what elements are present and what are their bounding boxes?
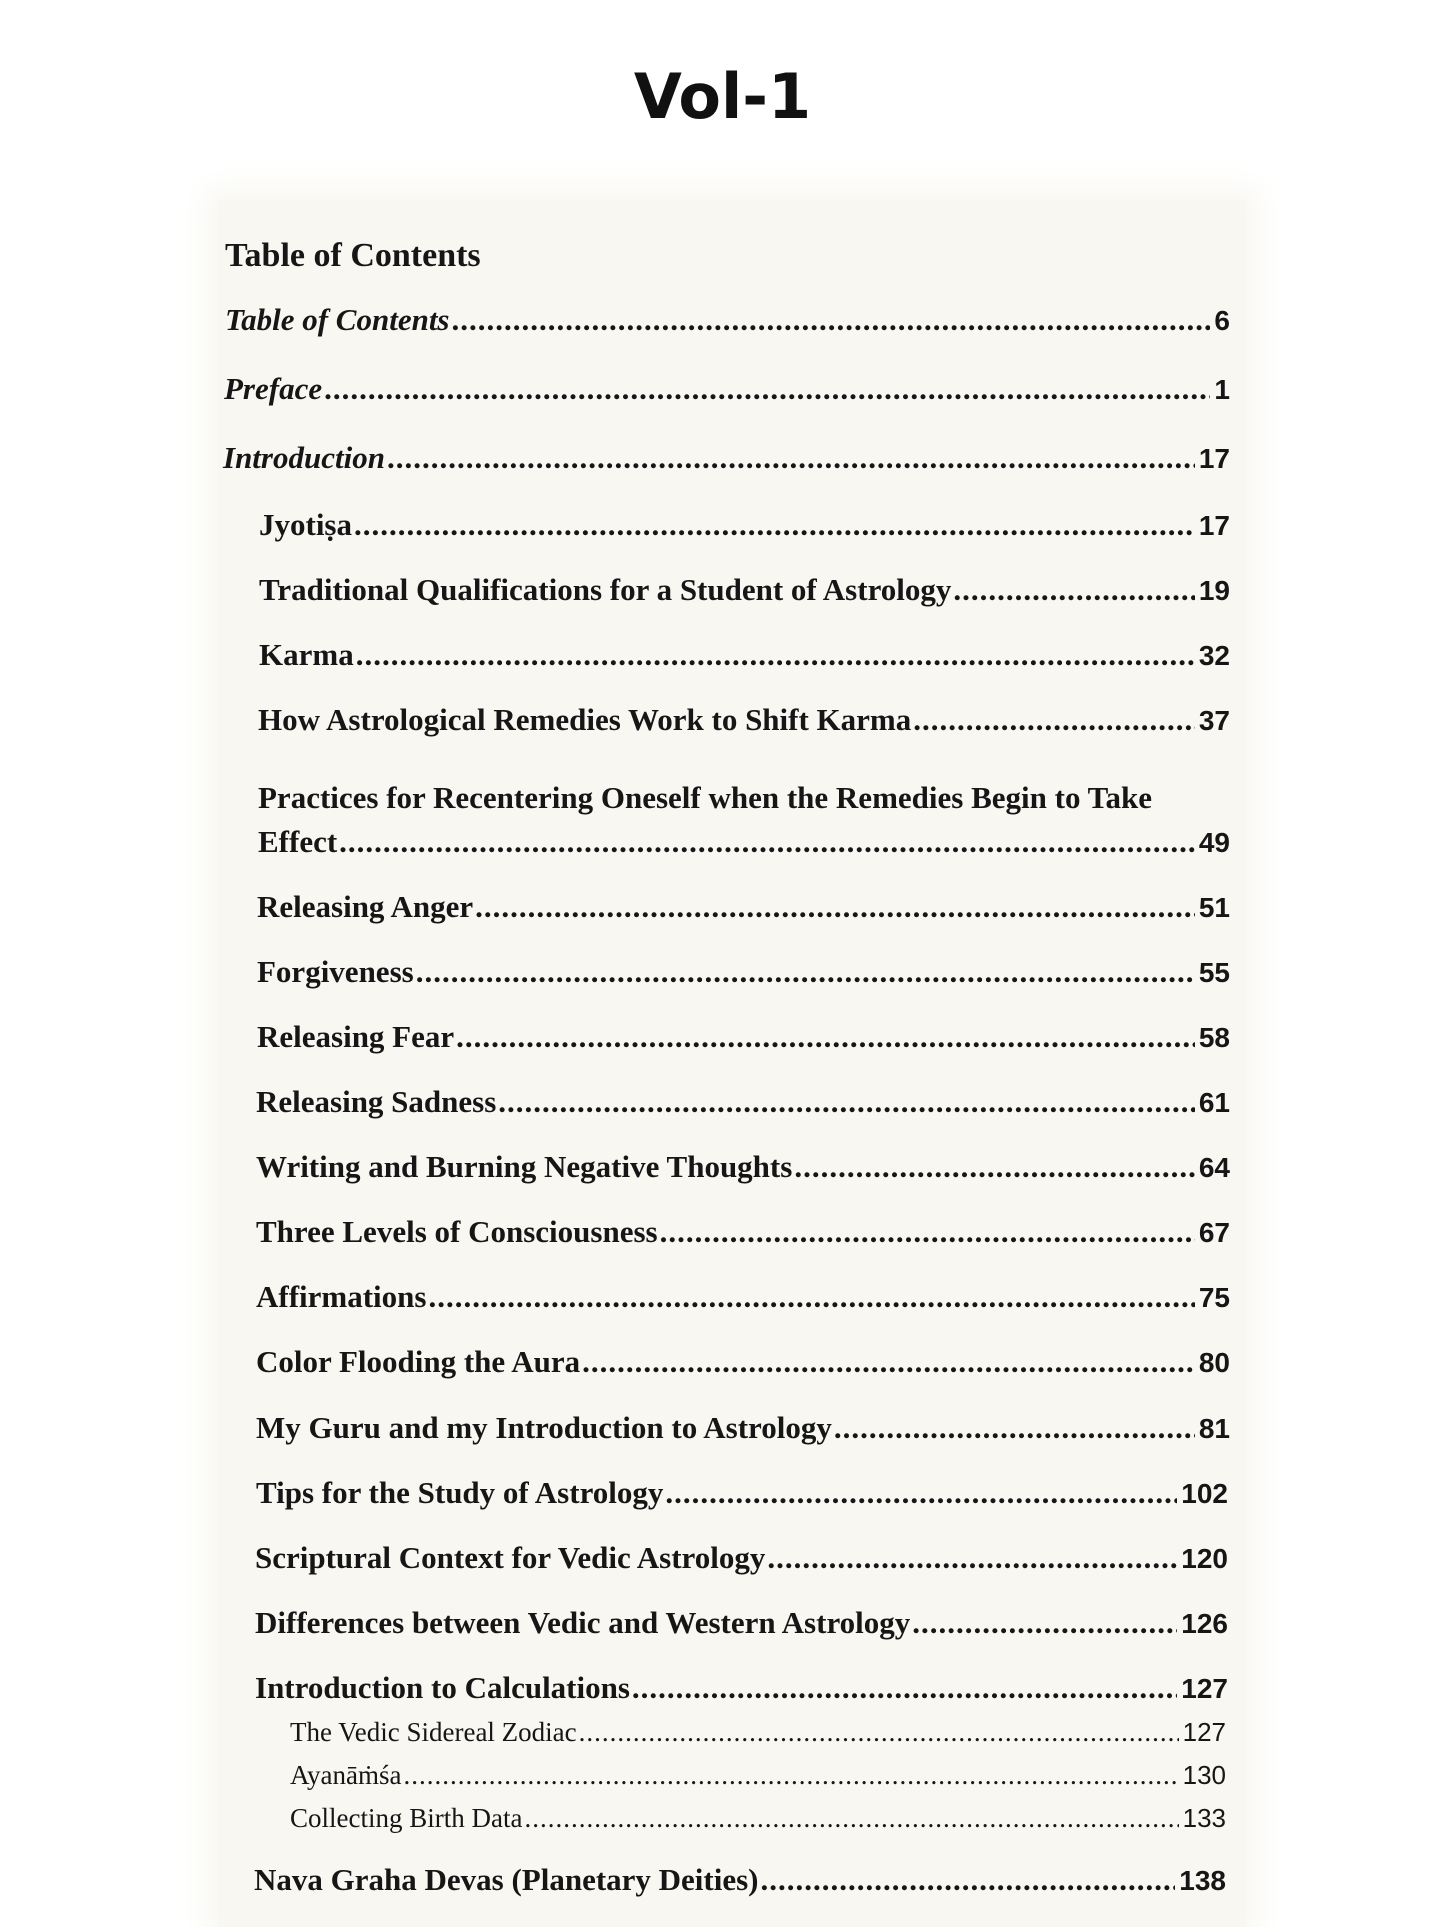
dot-leader (498, 1084, 1195, 1120)
toc-entry-title: Introduction to Calculations (255, 1670, 630, 1705)
toc-entry-title: Jyotiṣa (259, 507, 352, 542)
toc-entry-page: 1 (1214, 374, 1230, 405)
toc-entry (223, 440, 1230, 476)
toc-entry (257, 1019, 1230, 1055)
toc-entry-title: Forgiveness (257, 954, 414, 989)
toc-entry-page: 130 (1182, 1760, 1226, 1790)
toc-entry (256, 1475, 1228, 1511)
dot-leader (761, 1862, 1176, 1898)
toc-entry-page: 37 (1198, 705, 1230, 736)
toc-entry (256, 1279, 1230, 1315)
toc-entry-page: 127 (1181, 1673, 1228, 1704)
toc-entry-title: Preface (224, 371, 323, 406)
toc-entry-page: 127 (1182, 1717, 1226, 1747)
toc-entry-title: Color Flooding the Aura (256, 1344, 581, 1379)
toc-entry-page: 126 (1181, 1608, 1228, 1639)
toc-entry-title: Tips for the Study of Astrology (256, 1475, 664, 1510)
toc-heading: Table of Contents (225, 237, 481, 274)
toc-entry (259, 637, 1230, 673)
toc-entry-title: My Guru and my Introduction to Astrology (256, 1410, 832, 1445)
dot-leader (403, 1760, 1178, 1791)
toc-entry-title: Table of Contents (225, 302, 450, 337)
toc-entry-page: 138 (1179, 1865, 1226, 1896)
dot-leader (475, 889, 1195, 925)
toc-entry (256, 1344, 1230, 1380)
toc-entry-title: The Vedic Sidereal Zodiac (290, 1717, 577, 1747)
toc-entry-page: 17 (1198, 510, 1230, 541)
toc-entry-page: 81 (1198, 1413, 1230, 1444)
toc-entry-title: Scriptural Context for Vedic Astrology (255, 1540, 766, 1575)
toc-entry (225, 302, 1230, 338)
toc-entry-title: Introduction (223, 440, 385, 475)
toc-subentry (290, 1717, 1226, 1748)
toc-entry-page: 58 (1198, 1022, 1230, 1053)
dot-leader (665, 1475, 1177, 1511)
toc-entry (256, 1149, 1230, 1185)
dot-leader (416, 954, 1195, 990)
dot-leader (356, 637, 1195, 673)
toc-entry-page: 75 (1198, 1282, 1230, 1313)
toc-entry (255, 1540, 1228, 1576)
toc-entry-page: 6 (1214, 305, 1230, 336)
toc-entry-title: Writing and Burning Negative Thoughts (256, 1149, 793, 1184)
toc-entry-page: 64 (1198, 1152, 1230, 1183)
dot-leader (632, 1670, 1177, 1706)
toc-entry-title: How Astrological Remedies Work to Shift Karma (258, 702, 912, 737)
toc-entry (259, 507, 1230, 543)
toc-entry (259, 572, 1230, 608)
toc-entry-title: Nava Graha Devas (Planetary Deities) (254, 1862, 759, 1897)
toc-entry-page: 32 (1198, 640, 1230, 671)
dot-leader (660, 1214, 1195, 1250)
dot-leader (428, 1279, 1194, 1315)
dot-leader (834, 1410, 1195, 1446)
toc-entry-page: 61 (1198, 1087, 1230, 1118)
toc-entry-page: 102 (1181, 1478, 1228, 1509)
dot-leader (767, 1540, 1177, 1576)
toc-entry-title: Releasing Sadness (256, 1084, 497, 1119)
toc-entry-page: 55 (1198, 957, 1230, 988)
toc-entry-title: Releasing Fear (257, 1019, 455, 1054)
toc-entry (254, 1862, 1226, 1898)
toc-entry (258, 702, 1230, 738)
toc-entry (256, 1410, 1230, 1446)
toc-entry-page: 67 (1198, 1217, 1230, 1248)
toc-entry-page: 120 (1181, 1543, 1228, 1574)
toc-entry-page: 17 (1198, 443, 1230, 474)
toc-entry-page: 133 (1182, 1803, 1226, 1833)
toc-subentry (290, 1803, 1226, 1834)
toc-entry-title: Three Levels of Consciousness (256, 1214, 658, 1249)
toc-entry-title: Releasing Anger (257, 889, 474, 924)
toc-entry-page: 80 (1198, 1347, 1230, 1378)
dot-leader (794, 1149, 1195, 1185)
dot-leader (339, 824, 1195, 860)
toc-entry-title: Collecting Birth Data (290, 1803, 523, 1833)
dot-leader (912, 1605, 1177, 1641)
toc-entry-page: 51 (1198, 892, 1230, 923)
dot-leader (456, 1019, 1195, 1055)
dot-leader (913, 702, 1195, 738)
toc-entry-title: Affirmations (256, 1279, 427, 1314)
dot-leader (953, 572, 1194, 608)
toc-entry (256, 1084, 1230, 1120)
dot-leader (354, 507, 1195, 543)
toc-entry-title: Traditional Qualifications for a Student of Astrology (259, 572, 952, 607)
dot-leader (387, 440, 1195, 476)
toc-entry (255, 1605, 1228, 1641)
toc-entry-title: Effect (258, 824, 338, 859)
volume-title: Vol-1 (633, 60, 812, 133)
toc-entry-title: Ayanāṁśa (290, 1760, 402, 1790)
toc-entry-title: Karma (259, 637, 354, 672)
toc-entry-page: 19 (1198, 575, 1230, 606)
toc-subentry (290, 1760, 1226, 1791)
dot-leader (579, 1717, 1179, 1748)
toc-entry (256, 1214, 1230, 1250)
dot-leader (324, 371, 1210, 407)
toc-entry-title-line1: Practices for Recentering Oneself when the Remedies Begin to Take (258, 780, 1152, 815)
toc-entry (224, 371, 1230, 407)
toc-entry-title: Differences between Vedic and Western Astrology (255, 1605, 911, 1640)
dot-leader (582, 1344, 1195, 1380)
dot-leader (524, 1803, 1178, 1834)
toc-entry (255, 1670, 1228, 1706)
toc-entry (258, 824, 1230, 860)
dot-leader (452, 302, 1211, 338)
toc-entry-page: 49 (1198, 827, 1230, 858)
toc-entry (257, 889, 1230, 925)
toc-entry (257, 954, 1230, 990)
